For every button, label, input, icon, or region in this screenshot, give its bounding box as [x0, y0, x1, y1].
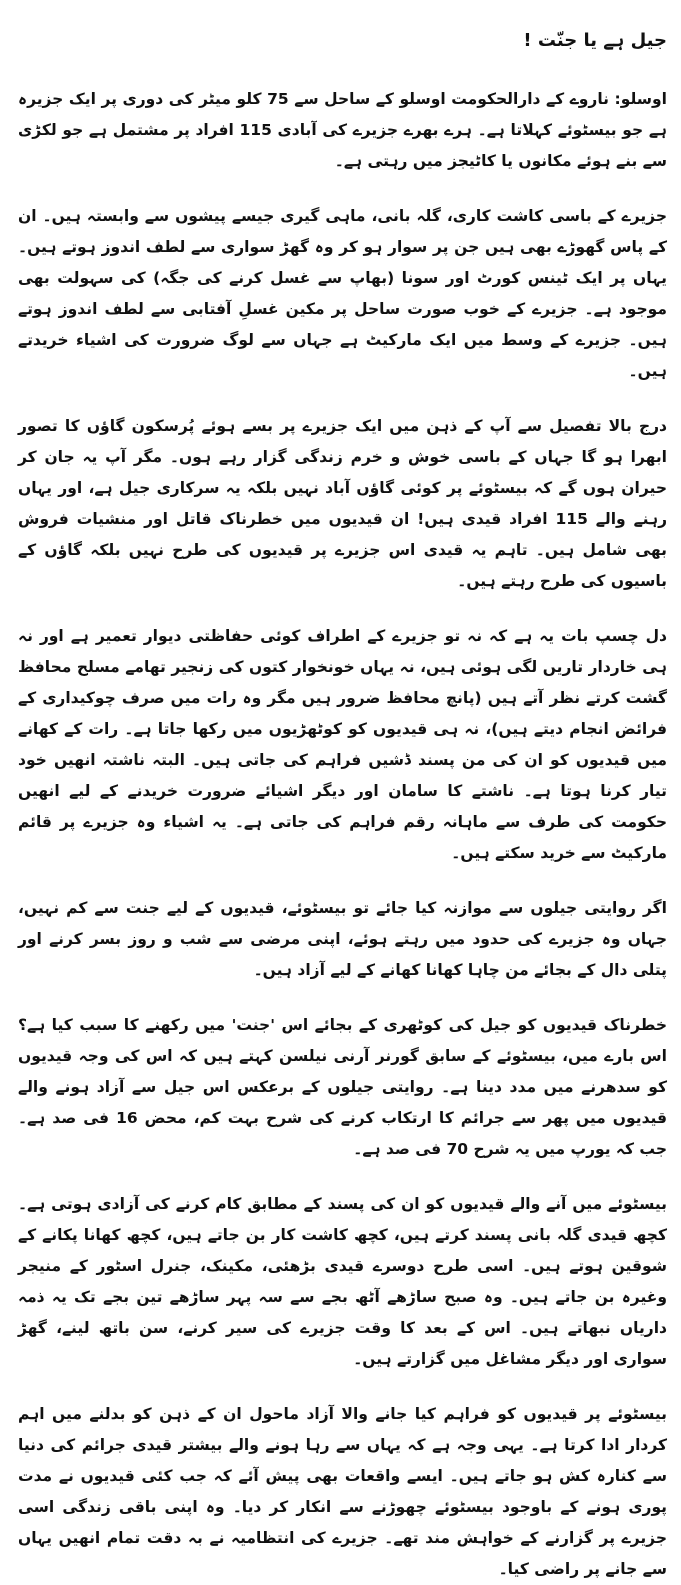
article-paragraph: خطرناک قیدیوں کو جیل کی کوٹھری کے بجائے اس 'جنت' میں رکھنے کا سبب کیا ہے؟ اس بارے میں، بیسٹوئے کے سابق گورنر آرنی نیلسن کہتے ہیں کہ اس کی وجہ قیدیوں کو سدھرنے میں مدد دینا ہے۔ روایتی جیلوں کے برعکس اس جیل سے آزاد ہونے والے قیدیوں میں پھر سے جرائم کا ارتکاب کرنے کی شرح بہت کم، محض 16 فی صد ہے۔ جب کہ یورپ میں یہ شرح 70 فی صد ہے۔: [18, 1016, 667, 1158]
article-title: جیل ہے یا جنّت !: [523, 30, 667, 51]
article-paragraph: جزیرے کے باسی کاشت کاری، گلہ بانی، ماہی گیری جیسے پیشوں سے وابستہ ہیں۔ ان کے پاس گھوڑے بھی ہیں جن پر سوار ہو کر وہ گھڑ سواری سے لطف اندوز ہوتے ہیں۔ یہاں پر ایک ٹینس کورٹ اور سونا (بھاپ سے غسل کرنے کی جگہ) کی سہولت بھی موجود ہے۔ جزیرے کے خوب صورت ساحل پر مکین غسلِ آفتابی سے لطف اندوز ہوتے ہیں۔ جزیرے کے وسط میں ایک مارکیٹ ہے جہاں سے لوگ ضرورت کی اشیاء خریدتے ہیں۔: [18, 207, 667, 380]
article-paragraph: اوسلو: ناروے کے دارالحکومت اوسلو کے ساحل سے 75 کلو میٹر کی دوری پر ایک جزیرہ ہے جو بیسٹوئے کہلاتا ہے۔ ہرے بھرے جزیرے کی آبادی 115 افراد پر مشتمل ہے جو لکڑی سے بنے ہوئے مکانوں یا کاٹیجز میں رہتی ہے۔: [18, 90, 667, 170]
article-paragraph: بیسٹوئے میں آنے والے قیدیوں کو ان کی پسند کے مطابق کام کرنے کی آزادی ہوتی ہے۔ کچھ قیدی گلہ بانی پسند کرتے ہیں، کچھ کاشت کار بن جاتے ہیں، کچھ کھانا پکانے کے شوقین ہوتے ہیں۔ اسی طرح دوسرے قیدی بڑھئی، مکینک، جنرل اسٹور کے منیجر وغیرہ بن جاتے ہیں۔ وہ صبح ساڑھے آٹھ بجے سے سہ پہر ساڑھے تین بجے تک یہ ذمہ داریاں نبھاتے ہیں۔ اس کے بعد کا وقت جزیرے کی سیر کرنے، سن باتھ لینے، گھڑ سواری اور دیگر مشاغل میں گزارتے ہیں۔: [18, 1195, 667, 1368]
article-paragraph: درج بالا تفصیل سے آپ کے ذہن میں ایک جزیرے پر بسے ہوئے پُرسکون گاؤں کا تصور ابھرا ہو گا جہاں کے باسی خوش و خرم زندگی گزار رہے ہوں۔ مگر آپ یہ جان کر حیران ہوں گے کہ بیسٹوئے پر کوئی گاؤں آباد نہیں بلکہ یہ سرکاری جیل ہے، اور یہاں رہنے والے 115 افراد قیدی ہیں! ان قیدیوں میں خطرناک قاتل اور منشیات فروش بھی شامل ہیں۔ تاہم یہ قیدی اس جزیرے پر قیدیوں کی طرح نہیں بلکہ گاؤں کے باسیوں کی طرح رہتے ہیں۔: [18, 417, 667, 590]
article-paragraph: اگر روایتی جیلوں سے موازنہ کیا جائے تو بیسٹوئے، قیدیوں کے لیے جنت سے کم نہیں، جہاں وہ جزیرے کی حدود میں رہتے ہوئے، اپنی مرضی سے شب و روز بسر کرنے اور پتلی دال کے بجائے من چاہا کھانا کھانے کے لیے آزاد ہیں۔: [18, 899, 667, 979]
article-paragraph: دل چسپ بات یہ ہے کہ نہ تو جزیرے کے اطراف کوئی حفاظتی دیوار تعمیر ہے اور نہ ہی خاردار تاریں لگی ہوئی ہیں، نہ یہاں خونخوار کتوں کی زنجیر تھامے مسلح محافظ گشت کرتے نظر آتے ہیں (پانچ محافظ ضرور ہیں مگر وہ رات میں صرف چوکیداری کے فرائض انجام دیتے ہیں)، نہ ہی قیدیوں کو کوٹھڑیوں میں رکھا جاتا ہے۔ رات کے کھانے میں قیدیوں کو ان کی من پسند ڈشیں فراہم کی جاتی ہیں۔ البتہ ناشتہ انھیں خود تیار کرنا ہوتا ہے۔ ناشتے کا سامان اور دیگر اشیائے ضرورت خریدنے کے لیے انھیں حکومت کی طرف سے ماہانہ رقم فراہم کی جاتی ہے۔ یہ اشیاء وہ جزیرے پر قائم مارکیٹ سے خرید سکتے ہیں۔: [18, 627, 667, 862]
article-paragraph: بیسٹوئے پر قیدیوں کو فراہم کیا جانے والا آزاد ماحول ان کے ذہن کو بدلنے میں اہم کردار ادا کرتا ہے۔ یہی وجہ ہے کہ یہاں سے رہا ہونے والے بیشتر قیدی جرائم کی دنیا سے کنارہ کش ہو جاتے ہیں۔ ایسے واقعات بھی پیش آئے کہ جب کئی قیدیوں نے مدت پوری ہونے کے باوجود بیسٹوئے چھوڑنے سے انکار کر دیا۔ وہ اپنی باقی زندگی اسی جزیرے پر گزارنے کے خواہش مند تھے۔ جزیرے کی انتظامیہ نے بہ دقت تمام انھیں یہاں سے جانے پر راضی کیا۔: [18, 1405, 667, 1578]
